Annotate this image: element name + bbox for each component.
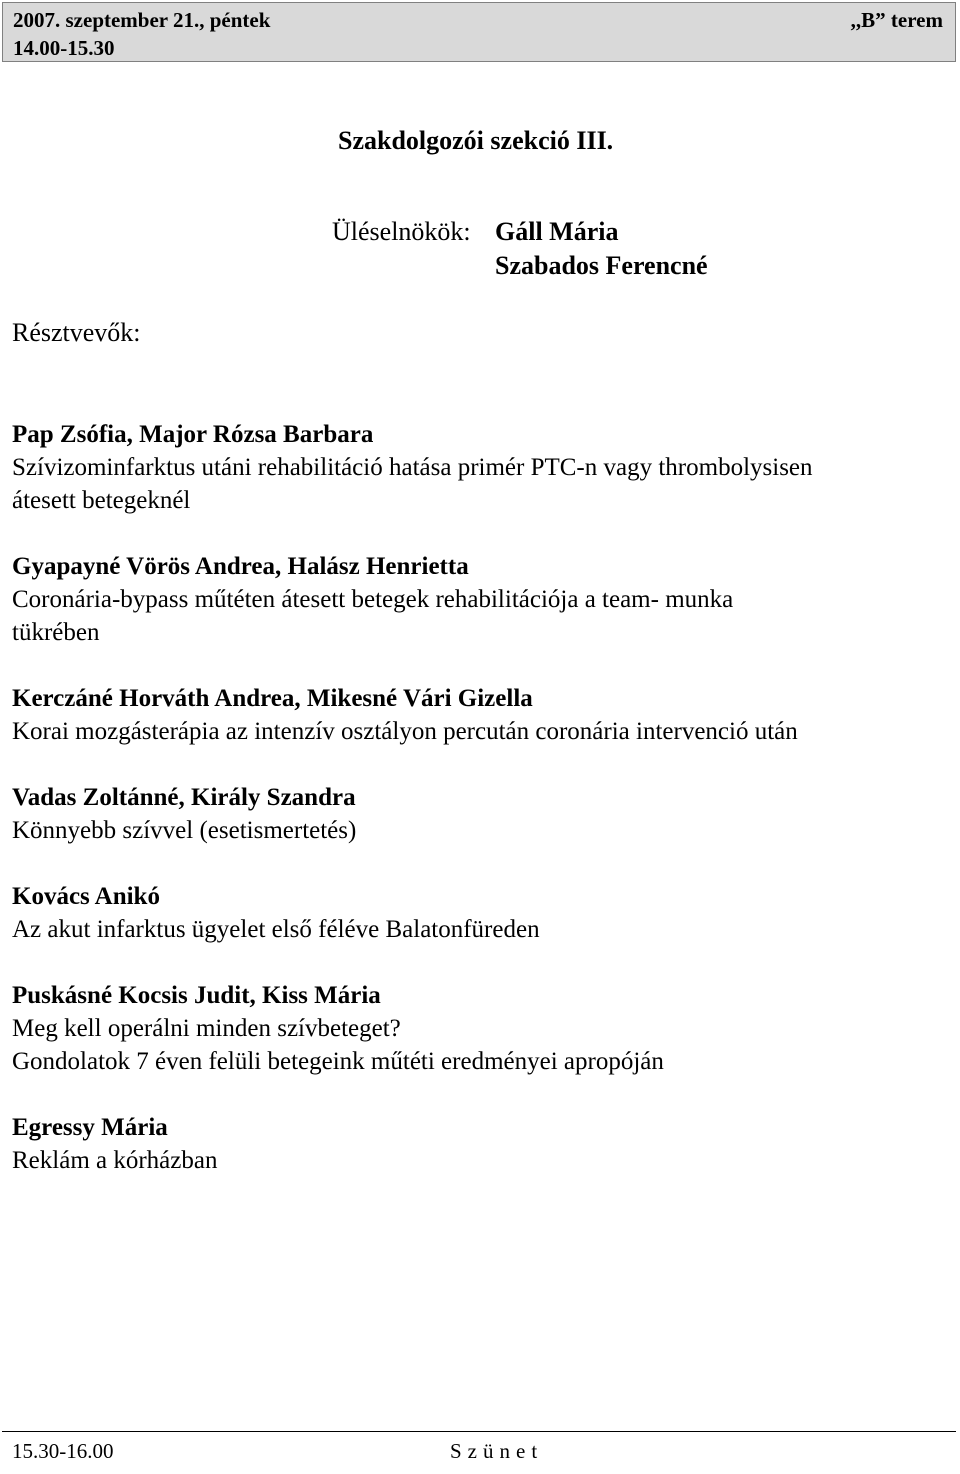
talk-item [12,1111,952,1177]
talk-list [12,418,952,1177]
talk-title: Könnyebb szívvel (esetismertetés) [12,817,357,844]
talk-title: Szívizominfarktus utáni rehabilitáció hatása primér PTC-n vagy thrombolysisen [12,454,813,481]
chair-name: Szabados Ferencné [495,251,708,280]
header-room: ,,B” terem [850,8,943,32]
chairs-row-1 [332,215,708,249]
talk-item [12,781,952,847]
talk-item [12,979,952,1078]
chair-name: Gáll Mária [495,217,619,246]
talk-title: Az akut infarktus ügyelet első féléve Balatonfüreden [12,916,540,943]
session-chairs [332,215,708,283]
talk-title: Korai mozgásterápia az intenzív osztályon percután coronária intervenció után [12,718,798,745]
talk-item [12,550,952,649]
talk-authors: Kerczáné Horváth Andrea, Mikesné Vári Gizella [12,685,533,712]
talk-authors: Pap Zsófia, Major Rózsa Barbara [12,421,374,448]
footer-time: 15.30-16.00 [12,1439,114,1463]
talk-item [12,418,952,517]
talk-authors: Gyapayné Vörös Andrea, Halász Henrietta [12,553,469,580]
chairs-label: Üléselnökök: [332,217,471,246]
talk-authors: Puskásné Kocsis Judit, Kiss Mária [12,982,381,1009]
footer-break-label: Szünet [450,1439,544,1463]
talk-title: átesett betegeknél [12,487,191,514]
talk-title: Gondolatok 7 éven felüli betegeink műtéti eredményei apropóján [12,1048,664,1075]
talk-title: Reklám a kórházban [12,1147,218,1174]
footer-divider [2,1431,956,1432]
talk-title: tükrében [12,619,100,646]
talk-title: Meg kell operálni minden szívbeteget? [12,1015,401,1042]
talk-authors: Kovács Anikó [12,883,160,910]
participants-label: Résztvevők: [12,318,141,347]
talk-item [12,682,952,748]
session-title: Szakdolgozói szekció III. [338,126,614,155]
talk-authors: Vadas Zoltánné, Király Szandra [12,784,356,811]
session-header-bar [2,2,956,62]
talk-authors: Egressy Mária [12,1114,168,1141]
talk-item [12,880,952,946]
talk-title: Coronária-bypass műtéten átesett betegek rehabilitációja a team- munka [12,586,734,613]
header-time: 14.00-15.30 [13,36,115,60]
header-date: 2007. szeptember 21., péntek [13,8,271,32]
